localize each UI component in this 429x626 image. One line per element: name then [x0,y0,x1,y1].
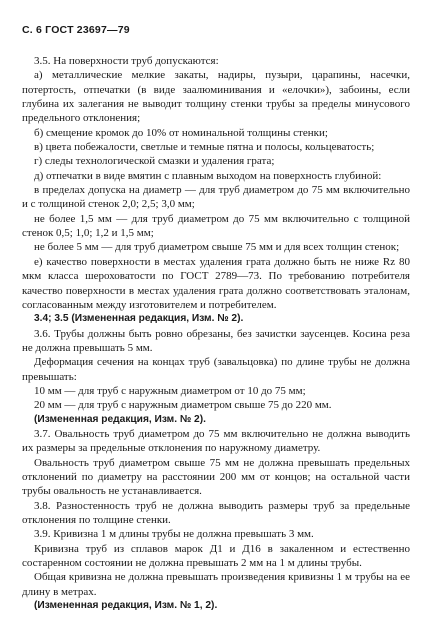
paragraph: 3.5. На поверхности труб допускаются: [34,55,219,67]
paragraph: г) следы технологической смазки и удаления грата; [34,155,275,168]
amendment-note: (Измененная редакция, Изм. № 1, 2). [34,600,218,612]
paragraph: в) цвета побежалости, светлые и темные пятна и полосы, кольцеватость; [34,141,375,154]
paragraph: Кривизна труб из сплавов марок Д1 и Д16 в закаленном и естественно состаренном состоянии не должна превышать 2 мм на 1 м длины трубы. [22,542,410,570]
amendment-note: 3.4; 3.5 (Измененная редакция, Изм. № 2). [34,313,244,325]
paragraph: Овальность труб диаметром свыше 75 мм не должна превышать предельных отклонений по диаметру на расстоянии 200 мм от концов; на остальной части трубы овальность не устанавливается. [22,456,410,498]
paragraph: в пределах допуска на диаметр — для труб диаметром до 75 мм включительно и с толщиной стенок 2,0; 2,5; 3,0 мм; [22,184,410,211]
paragraph: 10 мм — для труб с наружным диаметром от 10 до 75 мм; [34,384,306,397]
paragraph: не более 1,5 мм — для труб диаметром до 75 мм включительно с толщиной стенок 0,5; 1,0; 1,2 и 1,5 мм; [22,212,410,240]
paragraph: 20 мм — для труб с наружным диаметром свыше 75 до 220 мм. [34,399,332,412]
paragraph: 3.9. Кривизна 1 м длины трубы не должна превышать 3 мм. [34,528,314,541]
paragraph: а) металлические мелкие закаты, надиры, пузыри, царапины, насечки, потертость, отпечатки (в виде заалюминивания и «елочки»), забоины, если глубина их залегания не выводит толщину стенки трубы за пределы минусового предельного отклонения; [22,69,410,125]
paragraph: 3.8. Разностенность труб не должна выводить размеры труб за предельные отклонения по толщине стенки. [22,499,410,526]
paragraph: б) смещение кромок до 10% от номинальной толщины стенки; [34,126,328,139]
amendment-note: (Измененная редакция, Изм. № 2). [34,413,206,425]
paragraph: Деформация сечения на концах труб (завальцовка) по длине трубы не должна превышать: [22,356,410,383]
paragraph: е) качество поверхности в местах удаления грата должно быть не ниже Rz 80 мкм класса шероховатости по ГОСТ 2789—73. По требованию потребителя качество поверхности в местах удаления грата должно соответствовать эталонам, согласованным между изготовителем и потребителем. [22,255,410,311]
paragraph: Общая кривизна не должна превышать произведения кривизны 1 м трубы на ее длину в метрах. [22,571,410,598]
paragraph: не более 5 мм — для труб диаметром свыше 75 мм и для всех толщин стенок; [34,241,400,254]
document-body [22,54,410,613]
paragraph: 3.6. Трубы должны быть ровно обрезаны, без зачистки заусенцев. Косина реза не должна превышать 5 мм. [22,327,410,354]
paragraph: 3.7. Овальность труб диаметром до 75 мм включительно не должна выводить их размеры за предельные отклонения по наружному диаметру. [22,427,410,455]
page-header: С. 6 ГОСТ 23697—79 [22,24,130,36]
paragraph: д) отпечатки в виде вмятин с плавным выходом на поверхность глубиной: [34,169,382,182]
